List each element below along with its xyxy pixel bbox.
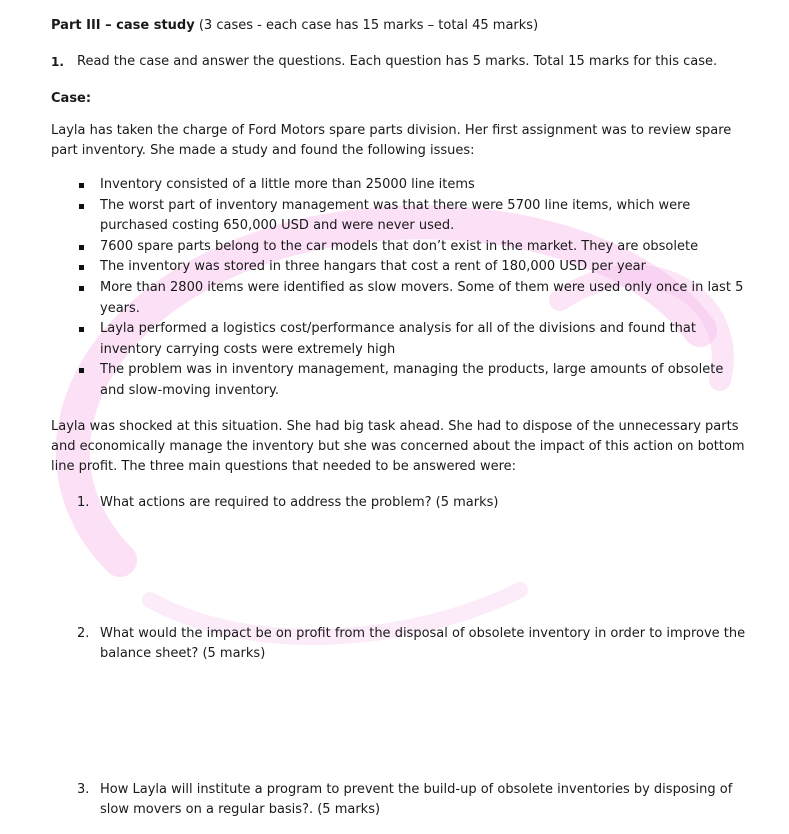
question-item-1 [77,493,757,513]
issues-list [79,175,749,402]
issue-item [79,257,749,278]
case-intro-paragraph: Layla has taken the charge of Ford Motors spare parts division. Her first assignment was to review spare part inventory. She made a study and found the following issues: [51,123,732,158]
question-number: 2. [77,626,90,641]
bullet-square-icon [79,368,84,373]
issue-text: 7600 spare parts belong to the car models that don’t exist in the market. They are obsolete [100,238,699,254]
bullet-square-icon [79,265,84,270]
issue-text: Layla performed a logistics cost/performance analysis for all of the divisions and found that inventory carrying costs were extremely high [100,321,696,357]
issue-text: The problem was in inventory management, managing the products, large amounts of obsolete and slow-moving inventory. [100,362,724,398]
issue-text: More than 2800 items were identified as slow movers. Some of them were used only once in last 5 years. [100,279,744,316]
bullet-square-icon [79,327,84,332]
question-text: How Layla will institute a program to prevent the build-up of obsolete inventories by disposing of slow movers on a regular basis?. (5 marks) [100,782,733,817]
issue-item [79,360,749,401]
issue-item [79,237,749,258]
question-item-2 [77,624,757,664]
bullet-square-icon [79,245,84,250]
question-number: 1. [77,495,90,510]
section-heading [51,16,538,36]
section-subtitle: (3 cases - each case has 15 marks – total 45 marks) [198,18,539,33]
issue-item [79,319,749,360]
section-title: Part III – case study [51,18,195,33]
question-text: What actions are required to address the problem? (5 marks) [100,495,499,510]
bullet-square-icon [79,204,84,209]
question-item-3 [77,780,757,820]
question-number: 3. [77,782,90,797]
bullet-square-icon [79,183,84,188]
case-question-text: Read the case and answer the questions. Each question has 5 marks. Total 15 marks for this case. [77,54,718,69]
case-label: Case: [51,91,92,106]
issue-item [79,196,749,237]
case-outro-paragraph: Layla was shocked at this situation. She had big task ahead. She had to dispose of the unnecessary parts and economically manage the inventory but she was concerned about the impact of this action on bottom line profit. The three main questions that needed to be answered were: [51,419,745,474]
bullet-square-icon [79,286,84,291]
case-question-number: 1. [51,55,64,69]
issue-item [79,278,749,319]
issue-item [79,175,749,196]
issue-text: The inventory was stored in three hangars that cost a rent of 180,000 USD per year [100,259,646,275]
issue-text: The worst part of inventory management was that there were 5700 line items, which were purchased costing 650,000 USD and were never used. [100,197,691,234]
issue-text: Inventory consisted of a little more than 25000 line items [100,177,475,192]
question-text: What would the impact be on profit from the disposal of obsolete inventory in order to improve the balance sheet? (5 marks) [100,626,746,661]
